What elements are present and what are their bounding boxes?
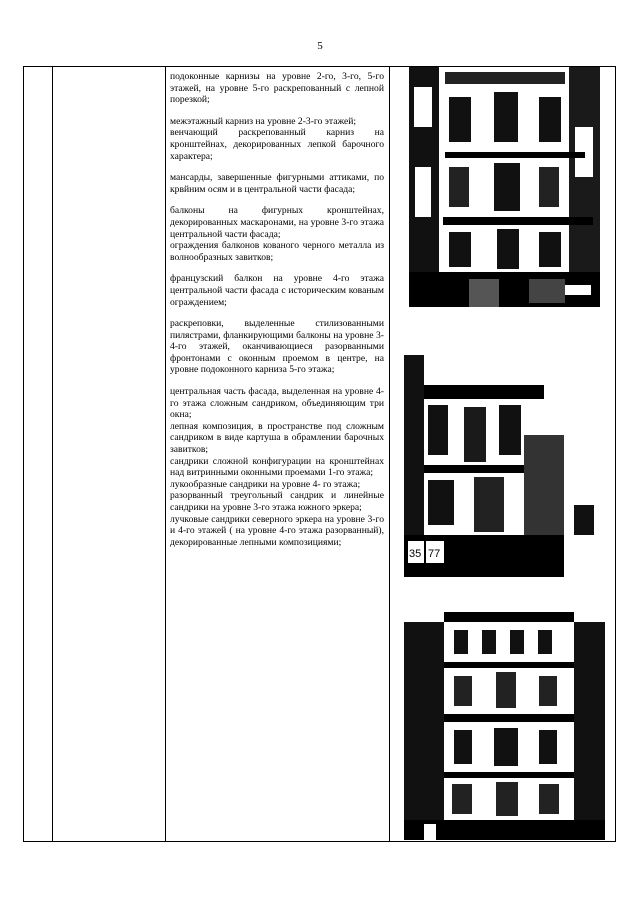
feature-description-cell	[170, 71, 384, 548]
column-divider-2	[165, 66, 166, 842]
paragraph: подоконные карнизы на уровне 2-го, 3-го, 5-го этажей, на уровне 5-го раскрепованный с лепной порезкой;	[170, 71, 384, 106]
table-right-border	[615, 66, 616, 842]
paragraph: мансарды, завершенные фигурными аттиками, по крвйним осям и в центральной части фасада;	[170, 172, 384, 195]
facade-photo-3	[404, 592, 605, 840]
table-left-border	[23, 66, 24, 842]
column-divider-1	[52, 66, 53, 842]
paragraph: центральная часть фасада, выделенная на уровне 4-го этажа сложным сандриком, объединяющим три окна;	[170, 386, 384, 421]
paragraph: венчающий раскрепованный карниз на кронштейнах, декорированных лепкой барочного характера;	[170, 127, 384, 162]
paragraph: лепная композиция, в пространстве под сложным сандриком в виде картуша в обрамлении барочных завитков;	[170, 420, 384, 456]
table-bottom-border	[23, 841, 616, 842]
facade-photo-1	[409, 67, 600, 307]
paragraph: балконы на фигурных кронштейнах, декорированных маскаронами, на уровне 3-го этажа центральной части фасада;	[170, 205, 384, 240]
paragraph: ограждения балконов кованого черного металла из волнообразных завитков;	[170, 240, 384, 263]
paragraph: сандрики сложной конфигурации на кронштейнах над витринными оконными проемами 1-го этажа;	[170, 455, 384, 479]
paragraph: лучковые сандрики северного эркера на уровне 3-го и 4-го этажей ( на уровне 4-го этажа разорванный), декорированные лепными композициями;	[170, 513, 384, 548]
house-number-sign-1: 35	[409, 548, 422, 560]
facade-photo-2	[404, 345, 605, 577]
paragraph: раскреповки, выделенные стилизованными пилястрами, фланкирующими балконы на уровне 3-4-го этажей, оканчивающиеся разорванными фронтонами с оконным проемом в центре, на уровне подоконного карниза 5-го этажа;	[170, 318, 384, 376]
column-divider-3	[389, 66, 390, 842]
paragraph: французский балкон на уровне 4-го этажа центральной части фасада с историческим кованым ограждением;	[170, 273, 384, 308]
house-number-sign-2: 77	[428, 548, 441, 560]
paragraph: лукообразные сандрики на уровне 4- го этажа;	[170, 478, 361, 490]
paragraph: разорванный треугольный сандрик и линейные сандрики на уровне 3-го этажа южного эркера;	[170, 490, 384, 513]
page-number: 5	[317, 40, 323, 52]
paragraph: межэтажный карниз на уровне 2-3-го этажей;	[170, 115, 357, 127]
